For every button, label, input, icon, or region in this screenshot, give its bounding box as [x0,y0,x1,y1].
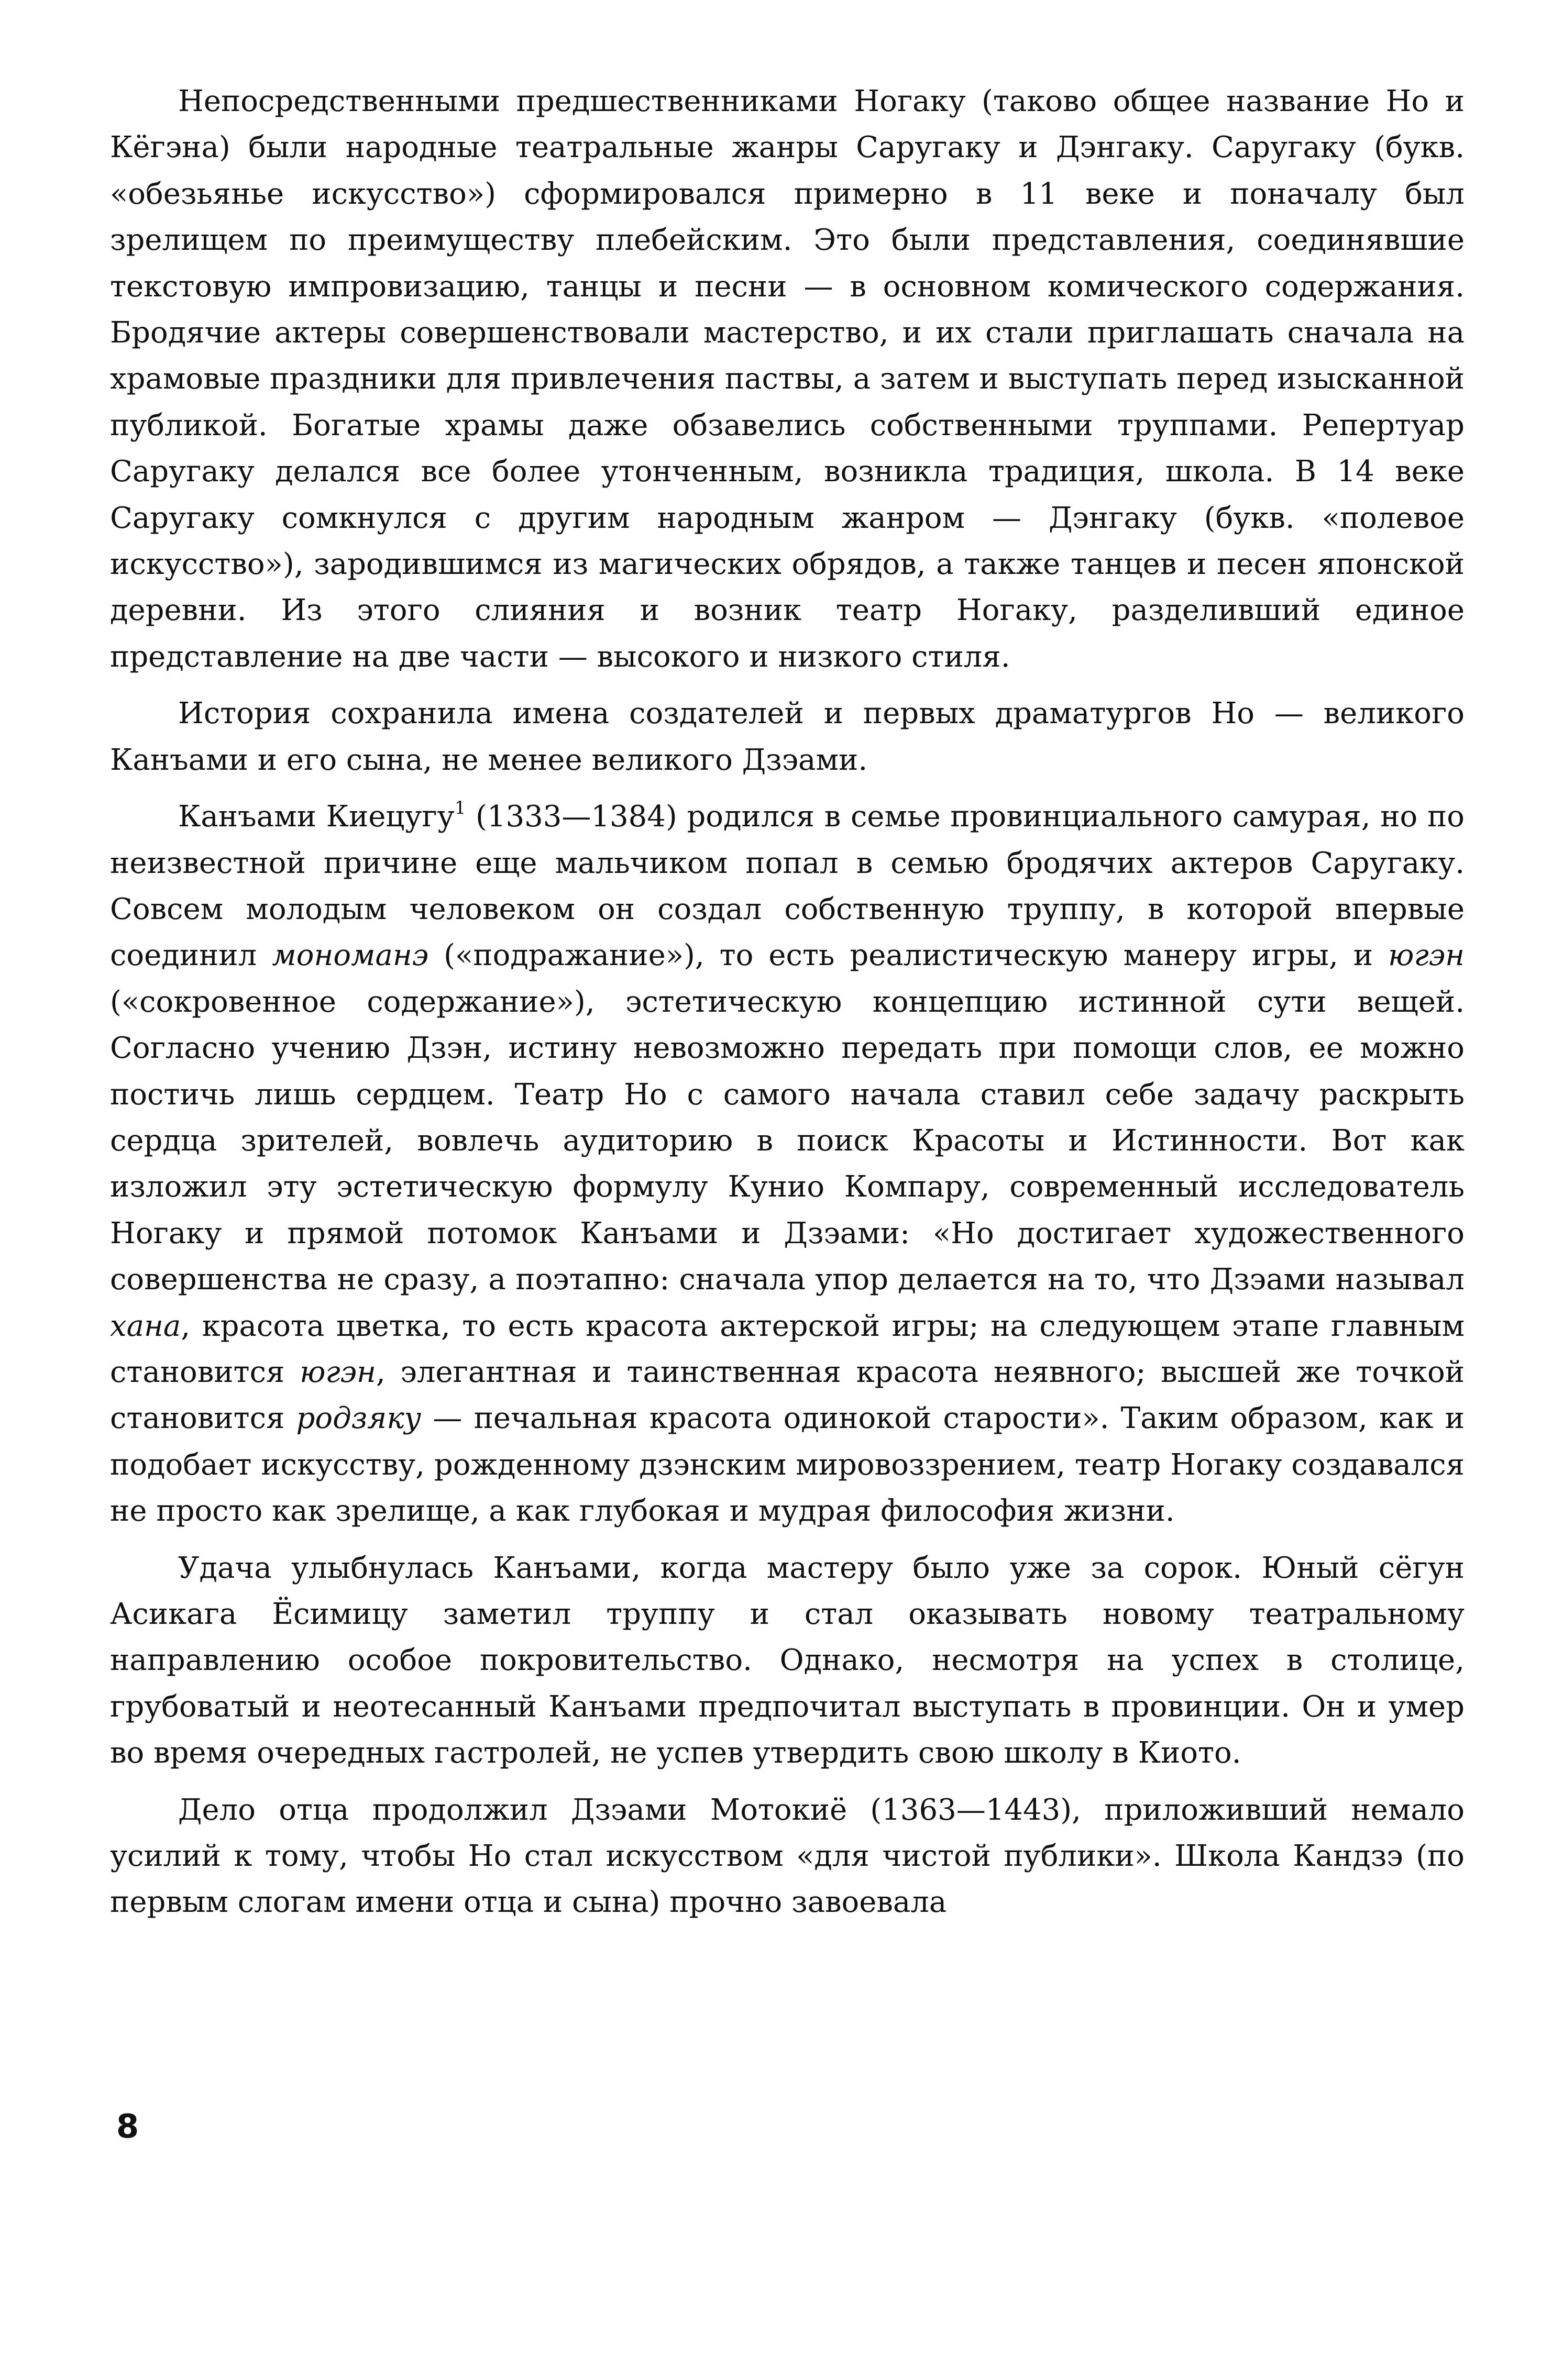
paragraph-zeami: Дело отца продолжил Дзэами Мотокиё (1363—1443), приложивший немало усилий к тому, чтобы Но стал искусством «для чистой публики». Школа Кандзэ (по первым слогам имени отца и сына) прочно завоевала [110,1792,1465,1920]
paragraph-nogaku-origins: Непосредственными предшественниками Ногаку (таково общее название Но и Кёгэна) были народные театральные жанры Саругаку и Дэнгаку. Саругаку (букв. «обезьянье искусство») сформировался примерно в 11 веке и поначалу был зрелищем по преимуществу плебейским. Это были представления, соединявшие текстовую импровизацию, танцы и песни — в основном комического содержания. Бродячие актеры совершенствовали мастерство, и их стали приглашать сначала на храмовые праздники для привлечения паствы, а затем и выступать перед изысканной публикой. Богатые храмы даже обзавелись собственными труппами. Репертуар Саругаку делался все более утонченным, возникла традиция, школа. В 14 веке Саругаку сомкнулся с другим народным жанром — Дэнгаку (букв. «полевое искусство»), зародившимся из магических обрядов, а также танцев и песен японской деревни. Из этого слияния и возник театр Ногаку, разделивший единое представление на две части — высокого и низкого стиля. [110,84,1465,674]
paragraph-creators: История сохранила имена создателей и первых драматургов Но — великого Канъами и его сына, не менее великого Дзэами. [110,696,1465,777]
text-segment: (1333—1384) родился в семье провинциального самурая, но по неизвестной причине еще мальчиком попал в семью бродячих актеров Саругаку. Совсем молодым человеком он создал собственную труппу, в которой впервые соединил [110,800,1465,973]
term-monomane: мономанэ [272,938,429,973]
paragraph-shogun-patronage: Удача улыбнулась Канъами, когда мастеру было уже за сорок. Юный сёгун Асикага Ёсимицу заметил труппу и стал оказывать новому театральному направлению особое покровительство. Однако, несмотря на успех в столице, грубоватый и неотесанный Канъами предпочитал выступать в провинции. Он и умер во время очередных гастролей, не успев утвердить свою школу в Киото. [110,1551,1465,1770]
page-body [110,79,1465,1936]
text-segment: , красота цветка, то есть красота актерской игры; на следующем этапе главным становится [110,1309,1465,1389]
footnote-marker: 1 [454,798,466,819]
page-number: 8 [116,2107,139,2145]
term-rojaku: родзяку [296,1401,422,1436]
text-segment: («подражание»), то есть реалистическую манеру игры, и [428,938,1389,973]
kanami-name: Канъами Киецугу [178,800,455,834]
text-segment: , элегантная и таинственная красота неявного; высшей же точкой становится [110,1355,1465,1436]
term-yugen: югэн [1388,938,1465,973]
term-hana: хана [110,1309,181,1343]
paragraph-kanami [110,794,1465,1535]
term-yugen: югэн [300,1355,376,1389]
text-segment: («сокровенное содержание»), эстетическую концепцию истинной сути вещей. Согласно учению Дзэн, истину невозможно передать при помощи слов, ее можно постичь лишь сердцем. Театр Но с самого начала ставил себе задачу раскрыть сердца зрителей, вовлечь аудиторию в поиск Красоты и Истинности. Вот как изложил эту эстетическую формулу Кунио Компару, современный исследователь Ногаку и прямой потомок Канъами и Дзэами: «Но достигает художественного совершенства не сразу, а поэтапно: сначала упор делается на то, что Дзэами называл [110,984,1465,1297]
text-segment: — печальная красота одинокой старости». Таким образом, как и подобает искусству, рожденному дзэнским мировоззрением, театр Ногаку создавался не просто как зрелище, а как глубокая и мудрая философия жизни. [110,1401,1465,1529]
